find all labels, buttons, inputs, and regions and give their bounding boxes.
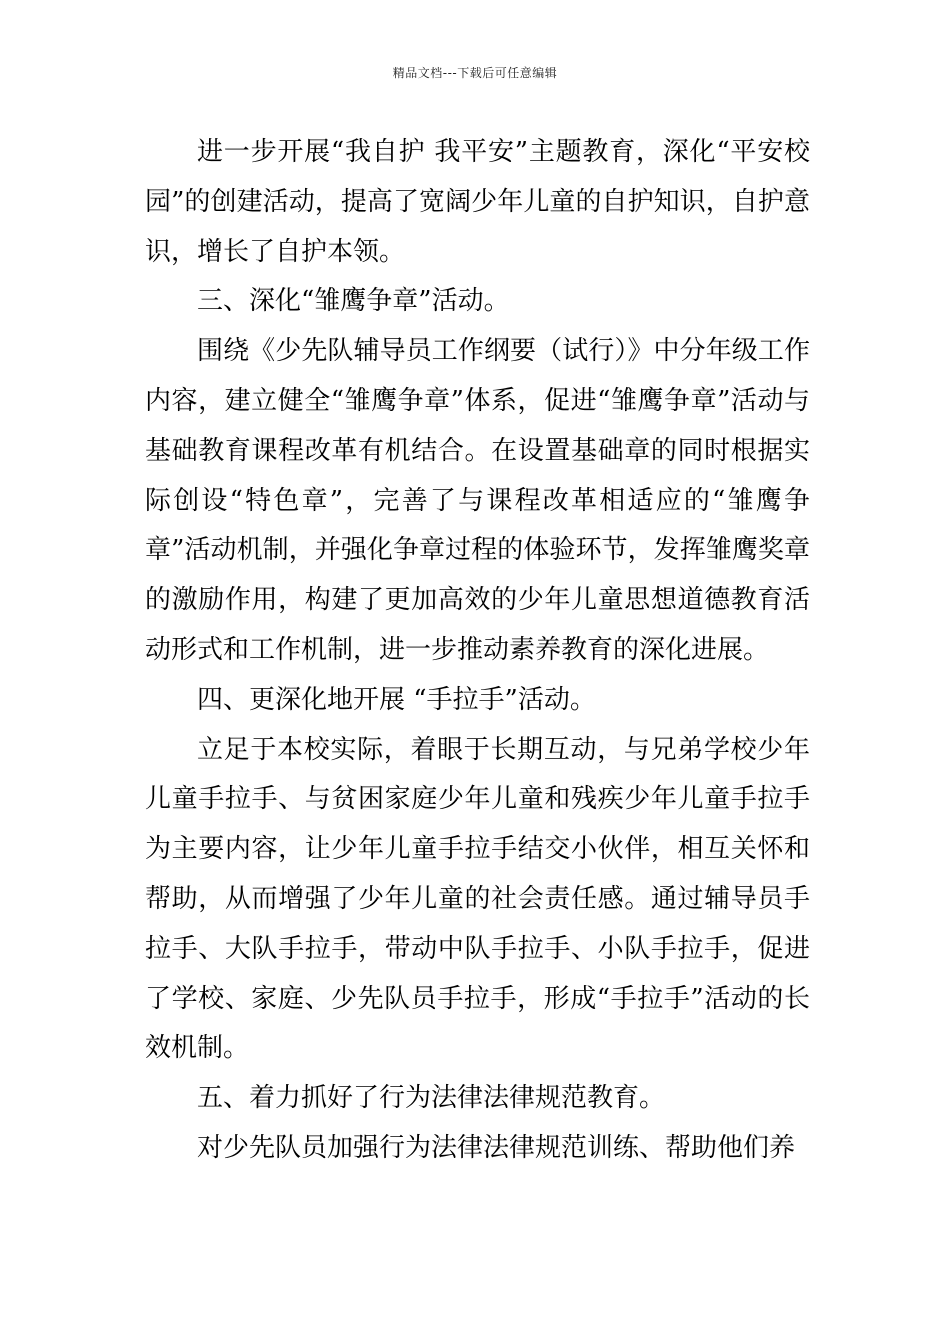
paragraph-section-5: 对少先队员加强行为法律法律规范训练、帮助他们养 [197, 1132, 796, 1163]
section-heading-5: 五、着力抓好了行为法律法律规范教育。 [197, 1083, 666, 1114]
paragraph-intro: 进一步开展“我自护 我平安”主题教育，深化“平安校园”的创建活动，提高了宽阔少年儿童的自护知识，自护意识，增长了自护本领。 [145, 137, 810, 267]
page-header: 精品文档---下载后可任意编辑 [392, 66, 558, 80]
section-heading-3: 三、深化“雏鹰争章”活动。 [197, 286, 510, 317]
paragraph-section-3: 围绕《少先队辅导员工作纲要（试行）》中分年级工作内容，建立健全“雏鹰争章”体系，促进“雏鹰争章”活动与基础教育课程改革有机结合。在设置基础章的同时根据实际创设“特色章”，完善了与课程改革相适应的“雏鹰争章”活动机制，并强化争章过程的体验环节，发挥雏鹰奖章的激励作用，构建了更加高效的少年儿童思想道德教育活动形式和工作机制，进一步推动素养教育的深化进展。 [145, 336, 810, 665]
document-body [145, 128, 810, 1174]
paragraph-section-4: 立足于本校实际，着眼于长期互动，与兄弟学校少年儿童手拉手、与贫困家庭少年儿童和残疾少年儿童手拉手为主要内容，让少年儿童手拉手结交小伙伴，相互关怀和帮助，从而增强了少年儿童的社会责任感。通过辅导员手拉手、大队手拉手，带动中队手拉手、小队手拉手，促进了学校、家庭、少先队员手拉手，形成“手拉手”活动的长效机制。 [145, 734, 810, 1064]
section-heading-4: 四、更深化地开展 “手拉手”活动。 [197, 684, 596, 715]
